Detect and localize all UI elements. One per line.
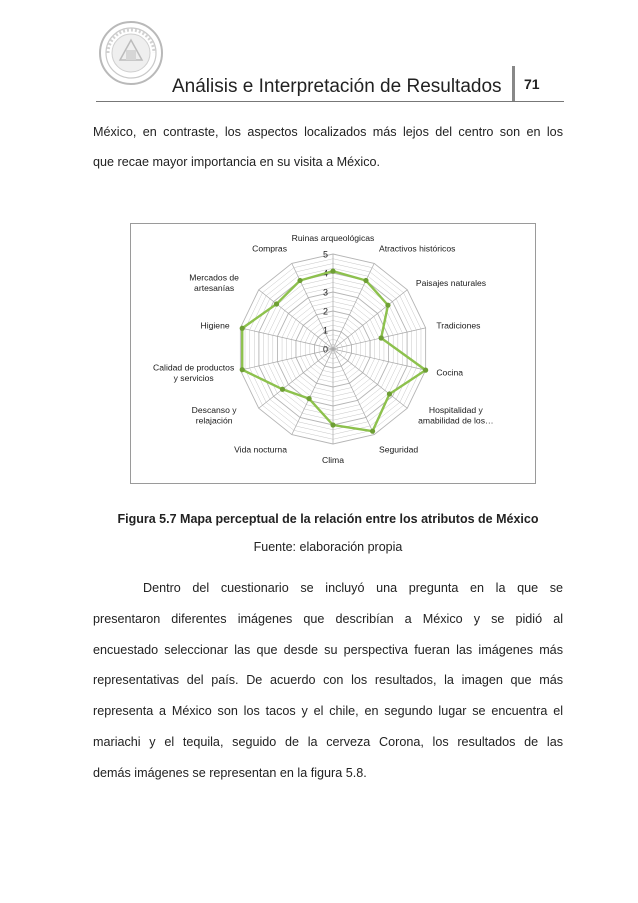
tick-label: 3: [322, 287, 328, 298]
category-label: Higiene: [200, 320, 230, 331]
page-number: 71: [524, 76, 540, 92]
category-label: Clima: [322, 455, 344, 465]
category-label: Seguridad: [378, 444, 419, 455]
intro-line: México, en contraste, los aspectos localizados más lejos del centro son en los: [93, 125, 563, 139]
category-label: Calidad de productos y servicios: [153, 362, 235, 383]
data-point: [306, 396, 311, 401]
page-header-title: Análisis e Interpretación de Resultados: [172, 76, 502, 97]
data-point: [379, 335, 384, 340]
data-point: [385, 303, 390, 308]
radar-chart: [131, 224, 535, 483]
category-label: Paisajes naturales: [415, 277, 487, 288]
category-label: Tradiciones: [436, 320, 481, 331]
university-seal-logo: [98, 20, 164, 86]
category-label: Vida nocturna: [234, 444, 288, 455]
radar-chart-frame: [130, 223, 536, 484]
data-point: [240, 326, 245, 331]
data-point: [370, 429, 375, 434]
data-point: [280, 387, 285, 392]
data-point: [274, 301, 279, 306]
tick-label: 2: [322, 306, 328, 317]
category-label: Cocina: [436, 367, 464, 378]
body-line: demás imágenes se representan en la figura 5.8.: [93, 765, 367, 780]
body-line: representa a México son los tacos y el chile, en segundo lugar se encuentra el: [93, 704, 563, 719]
category-label: Compras: [252, 243, 288, 254]
category-label: Mercados de artesanías: [189, 272, 239, 294]
category-label: Descanso y relajación: [191, 404, 237, 426]
data-point: [330, 269, 335, 274]
figure-source: Fuente: elaboración propia: [253, 540, 403, 554]
body-paragraph: [93, 573, 563, 789]
tick-label: 0: [322, 344, 328, 355]
data-point: [363, 278, 368, 283]
tick-label: 5: [322, 249, 328, 260]
category-label: Hospitalidad y amabilidad de los…: [418, 404, 494, 426]
tick-label: 4: [322, 268, 328, 279]
data-point: [297, 278, 302, 283]
data-point: [387, 391, 392, 396]
body-line: presentaron diferentes imágenes que describían a México y se pidió al: [93, 611, 563, 626]
category-label: Ruinas arqueológicas: [291, 233, 375, 243]
data-point: [240, 367, 245, 372]
intro-line: que recae mayor importancia en su visita a México.: [93, 155, 380, 169]
body-line: Dentro del cuestionario se incluyó una pregunta en la que se: [143, 581, 563, 595]
tick-label: 1: [322, 325, 328, 336]
header-divider: [512, 66, 515, 102]
data-point: [423, 368, 428, 373]
body-line: mariachi y el tequila, seguido de la cerveza Corona, los resultados de las: [93, 734, 563, 749]
data-point: [330, 422, 335, 427]
body-line: representativas del país. De acuerdo con los resultados, la imagen que más: [93, 673, 563, 688]
header-rule: [96, 101, 564, 102]
category-label: Atractivos históricos: [378, 243, 456, 254]
intro-paragraph: [93, 117, 563, 177]
figure-caption: Figura 5.7 Mapa perceptual de la relación entre los atributos de México: [117, 512, 539, 526]
body-line: encuestado seleccionar las que desde su perspectiva fueran las imágenes más: [93, 642, 563, 657]
